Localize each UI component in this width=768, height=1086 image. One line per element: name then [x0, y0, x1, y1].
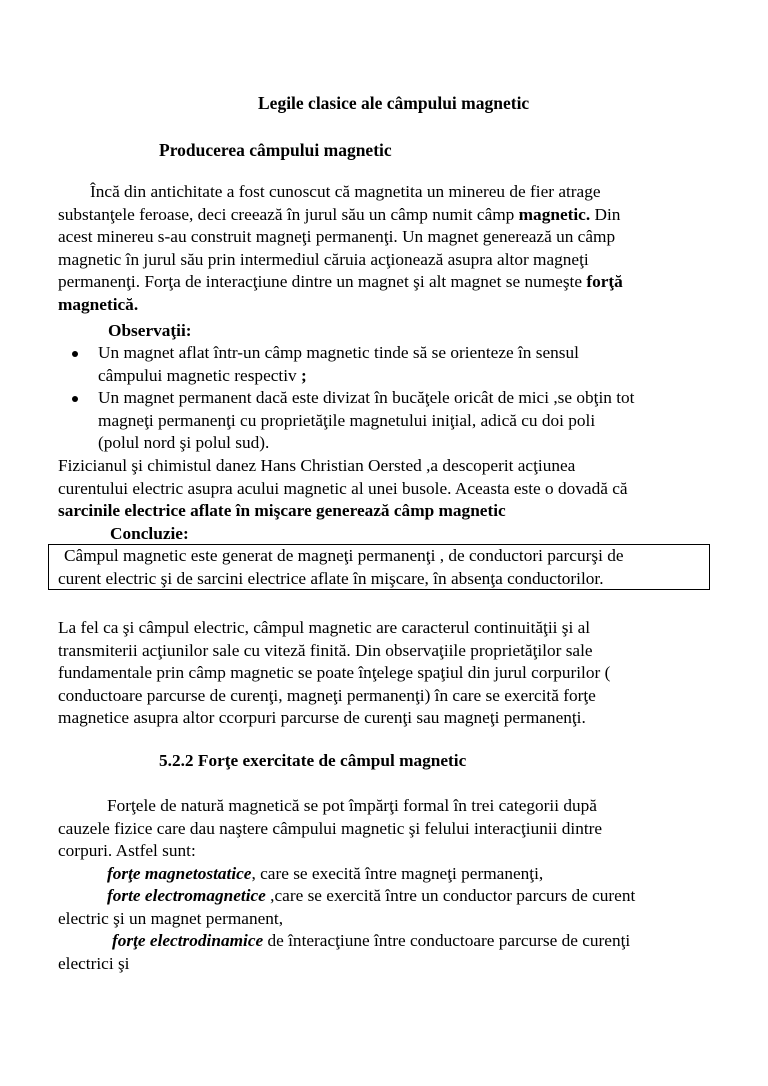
text-line	[98, 365, 718, 388]
bold-term: ;	[300, 365, 307, 385]
text-line: (polul nord şi polul sud).	[98, 433, 270, 452]
forces-paragraph	[58, 795, 710, 975]
text-line: La fel ca şi câmpul electric, câmpul magnetic are caracterul continuităţii şi al	[58, 618, 591, 637]
text-run: , care se execită între magneţi permanenţi,	[251, 863, 544, 883]
text-line: Forţele de natură magnetică se pot împărţi formal în trei categorii după	[107, 796, 597, 815]
oersted-paragraph	[58, 455, 710, 523]
force-term: forte electromagnetice	[107, 886, 266, 905]
force-term: forţe electrodinamice	[112, 931, 264, 950]
page-title: Legile clasice ale câmpului magnetic	[258, 93, 530, 113]
text-line	[58, 294, 710, 317]
text-run: de înteracţiune între conductoare parcurse de curenţi	[263, 931, 631, 950]
list-item	[68, 387, 718, 455]
text-run: substanţele feroase, deci creează în jurul său un câmp numit câmp	[58, 204, 519, 224]
text-line: acest minereu s-au construit magneţi permanenţi. Un magnet generează un câmp	[58, 227, 616, 246]
text-line: electrici şi	[58, 953, 130, 973]
section-heading: 5.2.2 Forţe exercitate de câmpul magnetic	[159, 751, 467, 770]
text-line	[58, 885, 710, 908]
text-line: Un magnet permanent dacă este divizat în bucăţele oricât de mici ,se obţin tot	[98, 388, 635, 407]
text-line: Un magnet aflat într-un câmp magnetic tinde să se orienteze în sensul	[98, 343, 579, 362]
force-term: forţe magnetostatice	[107, 863, 252, 883]
text-line: fundamentale prin câmp magnetic se poate înţelege spaţiul din jurul corpurilor (	[58, 663, 611, 682]
subtitle: Producerea câmpului magnetic	[159, 140, 392, 160]
text-line	[58, 204, 710, 227]
text-line: Încă din antichitate a fost cunoscut că magnetita un minereu de fier atrage	[90, 182, 601, 201]
text-line: electric şi un magnet permanent,	[58, 908, 284, 928]
text-line: magneţi permanenţi cu proprietăţile magnetului iniţial, adică cu doi poli	[98, 410, 596, 430]
conclusion-box	[48, 544, 710, 590]
intro-paragraph	[58, 181, 710, 316]
bullet-icon	[72, 396, 78, 402]
text-line: Fizicianul şi chimistul danez Hans Christian Oersted ,a descoperit acţiunea	[58, 456, 576, 475]
text-line	[58, 500, 710, 523]
bold-term: magnetică.	[58, 294, 139, 314]
text-line	[58, 863, 710, 886]
bullet-icon	[72, 351, 78, 357]
text-line	[58, 930, 710, 953]
observations-heading: Observaţii:	[108, 321, 192, 340]
text-line: curentului electric asupra acului magnetic al unei busole. Aceasta este o dovadă că	[58, 478, 628, 498]
text-line: transmiterii acţiunilor sale cu viteză finită. Din observaţiile proprietăţilor sale	[58, 640, 593, 660]
text-line: cauzele fizice care dau naştere câmpului magnetic şi felului interacţiunii dintre	[58, 818, 603, 838]
bold-term: magnetic.	[518, 204, 591, 224]
field-paragraph	[58, 617, 710, 730]
text-run: câmpului magnetic respectiv	[98, 365, 301, 385]
bold-term: sarcinile electrice aflate în mişcare generează câmp magnetic	[58, 501, 506, 520]
text-line	[58, 271, 710, 294]
text-line: conductoare parcurse de curenţi, magneţi permanenţi) în care se exercită forţe	[58, 685, 596, 705]
text-run: permanenţi. Forţa de interacţiune dintre un magnet şi alt magnet se numeşte	[58, 272, 587, 291]
text-line: magnetice asupra altor ccorpuri parcurse de curenţi sau magneţi permanenţi.	[58, 708, 586, 727]
text-line: corpuri. Astfel sunt:	[58, 841, 196, 860]
bold-term: forţă	[586, 272, 623, 291]
text-run: Din	[590, 204, 621, 224]
text-run: ,care se exercită între un conductor parcurs de curent	[265, 886, 636, 905]
text-line: Câmpul magnetic este generat de magneţi permanenţi , de conductori parcurşi de	[64, 546, 624, 565]
text-line: magnetic în jurul său prin intermediul căruia acţionează asupra altor magneţi	[58, 249, 589, 269]
list-item	[68, 342, 718, 387]
text-line: curent electric şi de sarcini electrice aflate în mişcare, în absenţa conductorilor.	[58, 568, 604, 588]
conclusion-heading: Concluzie:	[110, 524, 189, 543]
observations-list	[68, 342, 718, 455]
